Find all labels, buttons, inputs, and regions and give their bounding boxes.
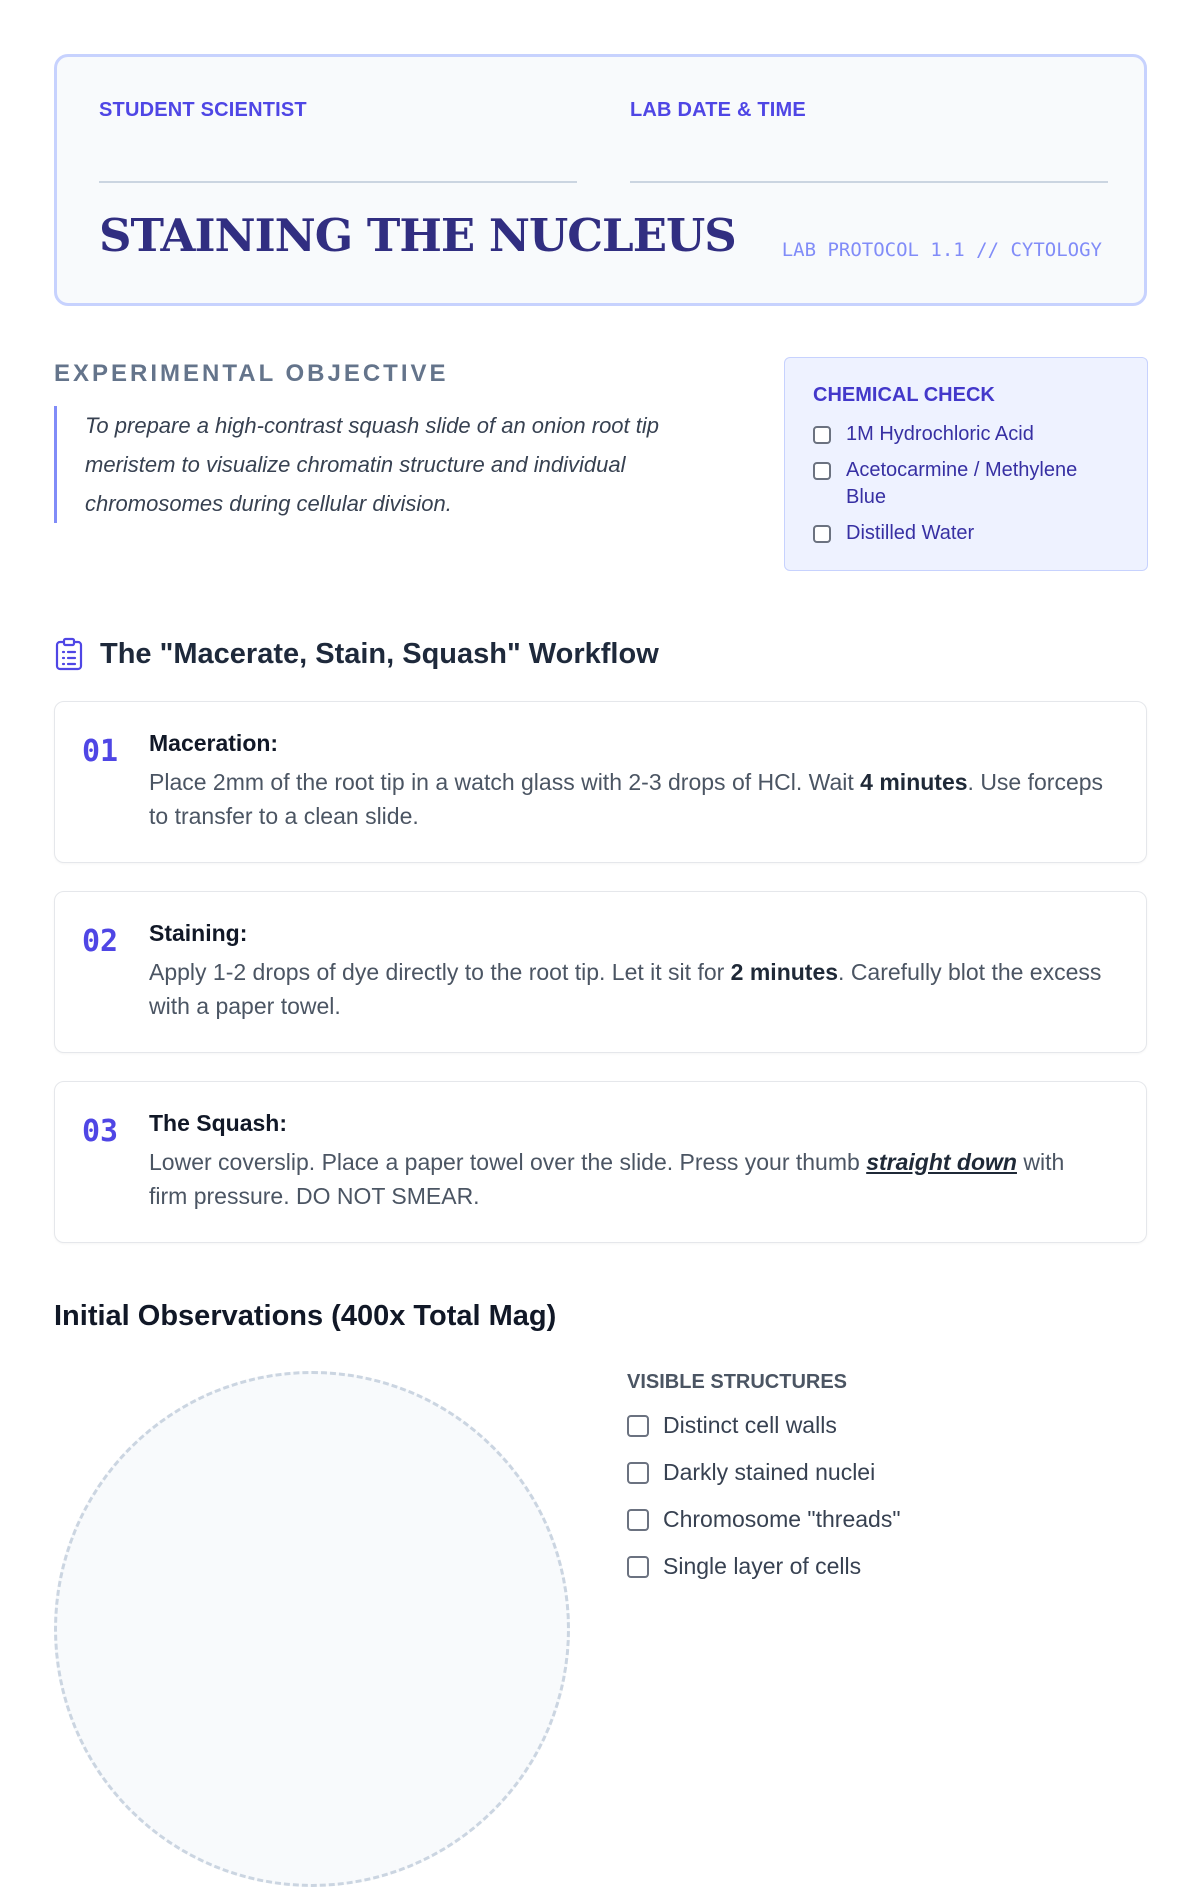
visible-structures bbox=[627, 1371, 900, 1590]
student-name-field[interactable] bbox=[99, 99, 577, 122]
page-title: STAINING THE NUCLEUS bbox=[99, 209, 736, 262]
clipboard-list-icon bbox=[54, 637, 84, 671]
microscope-field-circle[interactable] bbox=[54, 1371, 570, 1887]
checkbox[interactable] bbox=[627, 1415, 649, 1437]
step-text: Place 2mm of the root tip in a watch glass with 2-3 drops of HCl. Wait 4 minutes. Use forceps to transfer to a clean slide. bbox=[149, 769, 1104, 829]
lab-date-field[interactable] bbox=[630, 99, 1108, 122]
chemical-check-box bbox=[784, 357, 1148, 571]
workflow-step bbox=[54, 891, 1147, 1053]
structure-item-label: Darkly stained nuclei bbox=[663, 1459, 876, 1485]
step-heading: The Squash: bbox=[149, 1110, 288, 1136]
workflow-step bbox=[54, 1081, 1147, 1243]
checkbox[interactable] bbox=[627, 1509, 649, 1531]
objective-heading: EXPERIMENTAL OBJECTIVE bbox=[54, 360, 449, 387]
structure-item[interactable] bbox=[627, 1449, 900, 1496]
objective-text: To prepare a high-contrast squash slide of an onion root tip meristem to visualize chromatin structure and individual chromosomes during cellular division. bbox=[54, 406, 734, 523]
step-heading: Staining: bbox=[149, 920, 248, 946]
checkbox[interactable] bbox=[813, 426, 831, 444]
step-heading: Maceration: bbox=[149, 730, 279, 756]
structure-item[interactable] bbox=[627, 1496, 900, 1543]
chemical-item[interactable] bbox=[813, 520, 1119, 547]
structure-item-label: Single layer of cells bbox=[663, 1553, 862, 1579]
observations-title: Initial Observations (400x Total Mag) bbox=[54, 1300, 557, 1332]
step-number: 02 bbox=[82, 924, 119, 959]
structure-item[interactable] bbox=[627, 1543, 900, 1590]
lab-worksheet bbox=[54, 54, 1147, 1579]
lab-date-line[interactable] bbox=[630, 181, 1108, 183]
protocol-code: LAB PROTOCOL 1.1 // CYTOLOGY bbox=[781, 239, 1102, 261]
structure-item-label: Chromosome "threads" bbox=[663, 1506, 901, 1532]
chemical-item-label: Acetocarmine / Methylene Blue bbox=[846, 459, 1078, 508]
checkbox[interactable] bbox=[813, 525, 831, 543]
chemical-item[interactable] bbox=[813, 421, 1119, 448]
chemical-item[interactable] bbox=[813, 457, 1119, 511]
step-number: 01 bbox=[82, 734, 119, 769]
workflow-title: The "Macerate, Stain, Squash" Workflow bbox=[100, 637, 659, 670]
chemical-item-label: 1M Hydrochloric Acid bbox=[846, 423, 1034, 445]
step-body bbox=[149, 1110, 1106, 1213]
step-number: 03 bbox=[82, 1114, 119, 1149]
step-text: Apply 1-2 drops of dye directly to the root tip. Let it sit for 2 minutes. Carefully blot the excess with a paper towel. bbox=[149, 959, 1102, 1019]
lab-date-label: LAB DATE & TIME bbox=[630, 99, 806, 121]
header-card bbox=[54, 54, 1147, 306]
workflow-step bbox=[54, 701, 1147, 863]
student-name-label: STUDENT SCIENTIST bbox=[99, 99, 307, 121]
chemical-check-heading: CHEMICAL CHECK bbox=[813, 384, 995, 406]
structure-item[interactable] bbox=[627, 1402, 900, 1449]
step-body bbox=[149, 920, 1106, 1023]
checkbox[interactable] bbox=[627, 1556, 649, 1578]
visible-structures-heading: VISIBLE STRUCTURES bbox=[627, 1371, 848, 1393]
structure-item-label: Distinct cell walls bbox=[663, 1412, 837, 1438]
checkbox[interactable] bbox=[627, 1462, 649, 1484]
step-text: Lower coverslip. Place a paper towel over the slide. Press your thumb straight down with firm pressure. DO NOT SMEAR. bbox=[149, 1149, 1065, 1209]
step-body bbox=[149, 730, 1106, 833]
student-name-line[interactable] bbox=[99, 181, 577, 183]
workflow-heading bbox=[54, 634, 659, 674]
chemical-item-label: Distilled Water bbox=[846, 522, 975, 544]
checkbox[interactable] bbox=[813, 462, 831, 480]
objective-section bbox=[54, 360, 734, 523]
